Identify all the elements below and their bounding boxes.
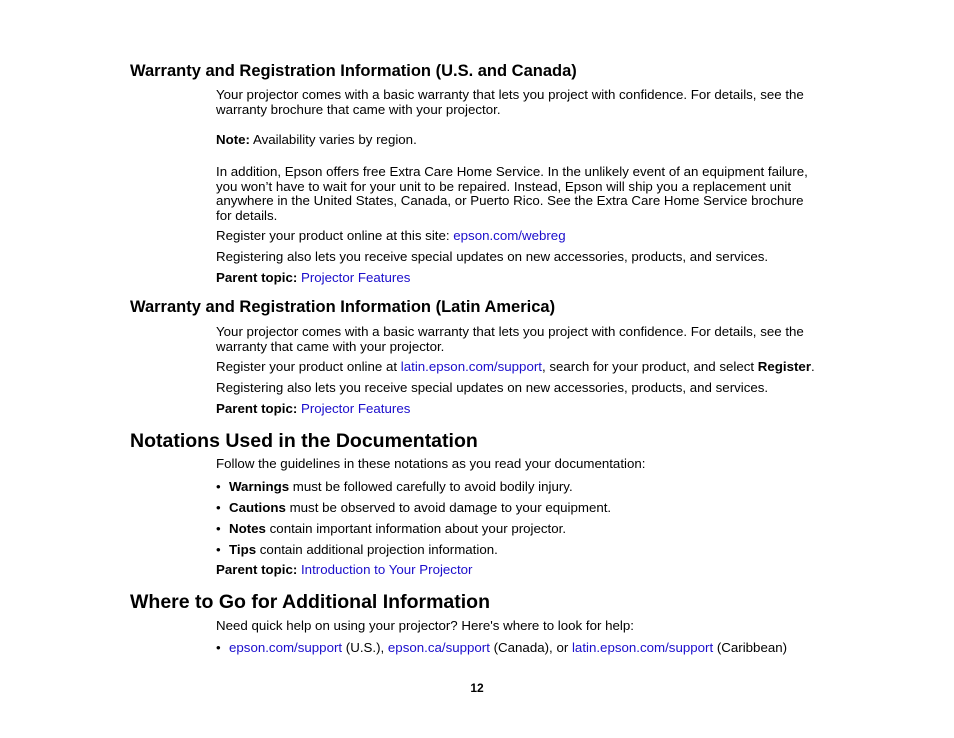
list-item-bold: Notes: [229, 521, 266, 536]
heading-warranty-us-canada: Warranty and Registration Information (U.S. and Canada): [130, 62, 577, 80]
bullet-icon: •: [216, 542, 221, 557]
paragraph-registering-us: Registering also lets you receive special updates on new accessories, products, and services.: [216, 249, 769, 264]
register-text-mid: , search for your product, and select: [541, 359, 758, 374]
heading-notations: Notations Used in the Documentation: [130, 430, 478, 452]
parent-topic-s3: [216, 563, 472, 578]
register-text: Register your product online at this site:: [216, 228, 454, 243]
paragraph-additional-intro: Need quick help on using your projector? Here's where to look for help:: [216, 618, 634, 633]
register-bold: Register: [757, 359, 812, 374]
register-line-us: [216, 229, 566, 244]
paragraph-warranty-us: Your projector comes with a basic warranty that lets you project with confidence. For details, see the warranty brochure that came with your projector.: [216, 87, 804, 117]
link-projector-features[interactable]: Projector Features: [300, 401, 411, 416]
list-item-notes: [229, 521, 566, 536]
list-item-bold: Warnings: [229, 479, 290, 494]
list-item-text: contain important information about your projector.: [265, 521, 567, 536]
list-item-tips: [229, 542, 498, 557]
link-projector-features[interactable]: Projector Features: [300, 270, 411, 285]
heading-warranty-latin-america: Warranty and Registration Information (Latin America): [130, 298, 556, 316]
list-item-text: must be observed to avoid damage to your equipment.: [285, 500, 612, 515]
paragraph-warranty-latin: Your projector comes with a basic warranty that lets you project with confidence. For details, see the warranty that came with your projector.: [216, 324, 804, 354]
parent-topic-label: Parent topic:: [216, 270, 298, 285]
bullet-icon: •: [216, 479, 221, 494]
list-item-text: (Caribbean): [713, 640, 788, 655]
link-epson-webreg[interactable]: epson.com/webreg: [453, 228, 566, 243]
register-line-latin: [216, 360, 815, 375]
bullet-icon: •: [216, 500, 221, 515]
link-latin-epson-support[interactable]: latin.epson.com/support: [400, 359, 542, 374]
link-epson-ca-support[interactable]: epson.ca/support: [387, 640, 490, 655]
bullet-icon: •: [216, 521, 221, 536]
note-availability: [216, 133, 417, 148]
parent-topic-label: Parent topic:: [216, 562, 298, 577]
link-latin-epson-support[interactable]: latin.epson.com/support: [571, 640, 714, 655]
list-item-bold: Tips: [229, 542, 257, 557]
link-introduction[interactable]: Introduction to Your Projector: [300, 562, 473, 577]
list-item-text: (Canada), or: [489, 640, 572, 655]
heading-additional-info: Where to Go for Additional Information: [130, 591, 490, 613]
link-epson-support[interactable]: epson.com/support: [229, 640, 343, 655]
list-item-text: (U.S.),: [342, 640, 388, 655]
parent-topic-label: Parent topic:: [216, 401, 298, 416]
list-item-text: must be followed carefully to avoid bodily injury.: [289, 479, 573, 494]
paragraph-notations-intro: Follow the guidelines in these notations as you read your documentation:: [216, 456, 646, 471]
paragraph-extra-care: In addition, Epson offers free Extra Care Home Service. In the unlikely event of an equipment failure, you won’t have to wait for your unit to be repaired. Instead, Epson will ship you a replacement unit anywhere in the United States, Canada, or Puerto Rico. See the Extra Care Home Service brochure for details.: [216, 164, 808, 223]
parent-topic-s2: [216, 402, 410, 417]
register-end: .: [811, 359, 815, 374]
list-item-cautions: [229, 500, 611, 515]
page-number: 12: [470, 681, 484, 695]
parent-topic-s1: [216, 271, 410, 286]
note-label: Note:: [216, 132, 250, 147]
list-item-text: contain additional projection information.: [256, 542, 498, 557]
list-item-support-links: [229, 640, 787, 655]
list-item-bold: Cautions: [229, 500, 286, 515]
register-text: Register your product online at: [216, 359, 401, 374]
paragraph-registering-latin: Registering also lets you receive special updates on new accessories, products, and services.: [216, 380, 769, 395]
list-item-warnings: [229, 479, 573, 494]
bullet-icon: •: [216, 640, 221, 655]
note-text: Availability varies by region.: [249, 132, 417, 147]
